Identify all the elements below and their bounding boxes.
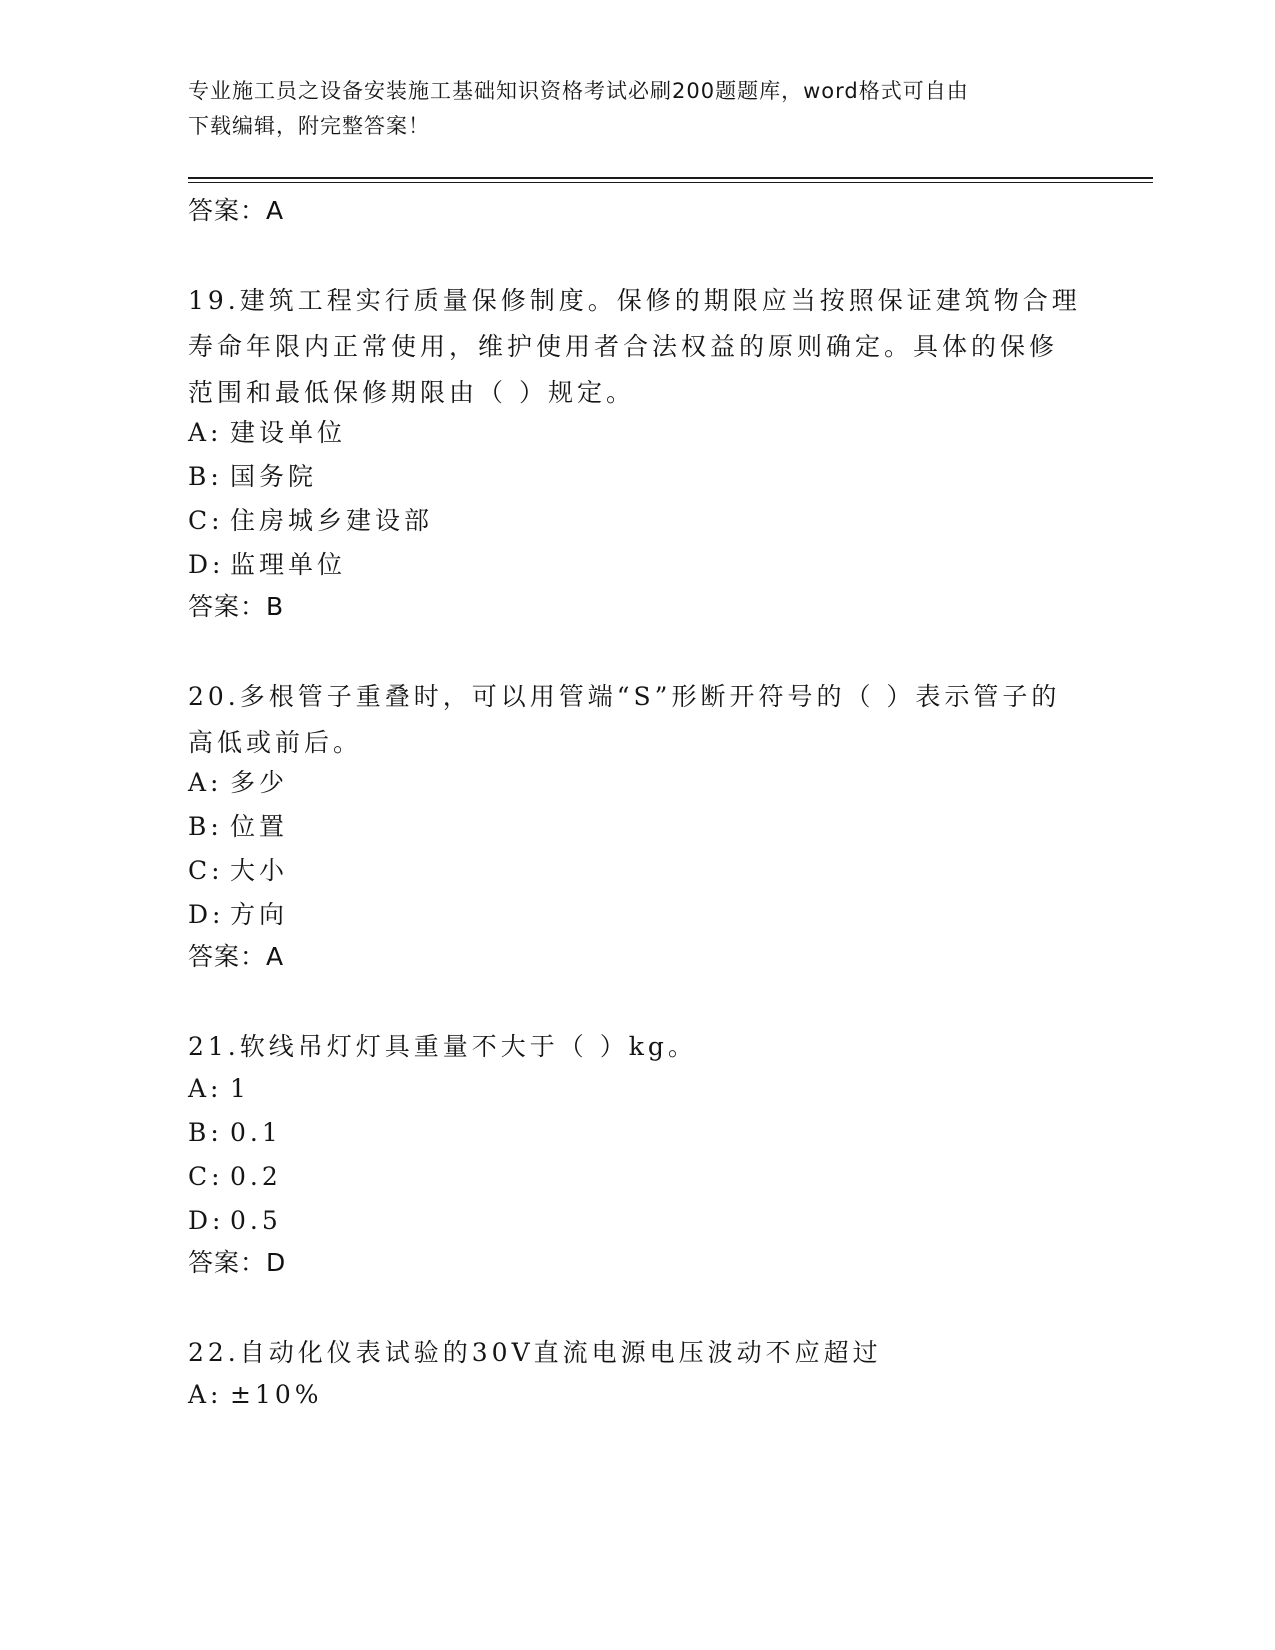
header-line-1: 专业施工员之设备安装施工基础知识资格考试必刷200题题库，word格式可自由 [188,79,969,103]
header-divider-thick [188,177,1153,179]
question-20-option-b [188,812,288,842]
question-21-answer: 答案：D [188,1248,287,1277]
question-22-option-a [188,1380,323,1410]
question-20-option-c [188,856,288,886]
option-letter: A: [188,768,223,797]
previous-answer: 答案：A [188,196,285,225]
question-22-stem [188,1330,1088,1376]
question-20-option-d [188,900,288,930]
header-divider-thin [188,182,1153,183]
option-text: 1 [230,1074,250,1103]
option-text: 住房城乡建设部 [230,506,434,535]
question-22-line-1: 22.自动化仪表试验的30V直流电源电压波动不应超过 [188,1338,882,1367]
option-letter: D: [188,550,225,579]
option-text: 方向 [230,900,289,929]
option-text: ±10% [230,1380,323,1409]
option-text: 位置 [230,812,289,841]
option-letter: C: [188,506,224,535]
option-letter: D: [188,900,225,929]
question-19-option-b [188,462,317,492]
question-19-line-2: 寿命年限内正常使用，维护使用者合法权益的原则确定。具体的保修 [188,332,1059,361]
question-20-stem [188,674,1088,766]
document-header [188,74,1068,144]
header-line-2: 下载编辑，附完整答案！ [188,114,430,138]
question-19-option-c [188,506,433,536]
question-19-option-d [188,550,346,580]
question-21-option-c [188,1162,282,1192]
option-letter: A: [188,1074,223,1103]
question-21-option-d [188,1206,282,1236]
question-21-option-b [188,1118,282,1148]
option-letter: C: [188,856,224,885]
option-text: 建设单位 [230,418,347,447]
option-text: 监理单位 [230,550,347,579]
question-20-line-1: 20.多根管子重叠时，可以用管端“S”形断开符号的（ ）表示管子的 [188,682,1061,711]
question-19-stem [188,278,1088,416]
question-19-line-3: 范围和最低保修期限由（ ）规定。 [188,378,635,407]
option-letter: B: [188,462,223,491]
option-letter: A: [188,418,223,447]
question-19-line-1: 19.建筑工程实行质量保修制度。保修的期限应当按照保证建筑物合理 [188,286,1081,315]
option-text: 大小 [230,856,289,885]
question-21-line-1: 21.软线吊灯灯具重量不大于（ ）kg。 [188,1032,697,1061]
option-letter: B: [188,1118,223,1147]
question-20-line-2: 高低或前后。 [188,728,363,757]
question-20-answer: 答案：A [188,942,285,971]
option-letter: A: [188,1380,223,1409]
option-text: 多少 [230,768,289,797]
option-letter: B: [188,812,223,841]
question-19-option-a [188,418,346,448]
question-21-option-a [188,1074,250,1104]
option-letter: D: [188,1206,225,1235]
option-text: 0.1 [230,1118,282,1147]
option-text: 国务院 [230,462,318,491]
question-20-option-a [188,768,288,798]
option-text: 0.2 [230,1162,282,1191]
option-text: 0.5 [230,1206,282,1235]
question-19-answer: 答案：B [188,592,285,621]
option-letter: C: [188,1162,224,1191]
question-21-stem [188,1024,1088,1070]
